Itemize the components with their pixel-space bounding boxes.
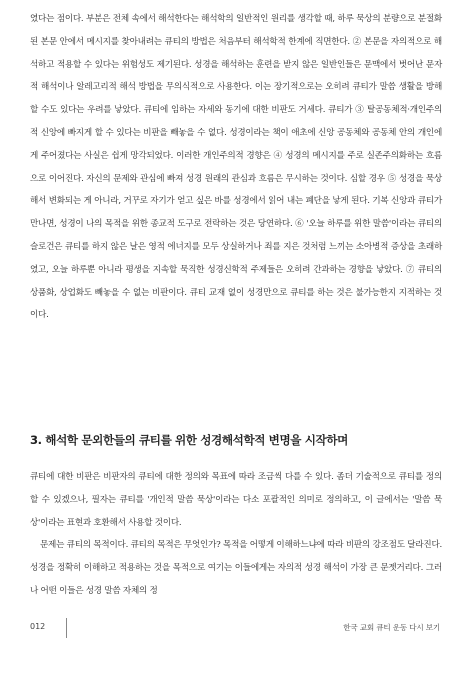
page-number: 012	[30, 622, 46, 631]
body-paragraph-definition: 큐티에 대한 비판은 비판자의 큐티에 대한 정의와 목표에 따라 조금씩 다를 수 있다. 좀더 기술적으로 큐티를 정의할 수 있겠으나, 필자는 큐티를 '개인적 말씀 묵상'이라는 다소 포괄적인 의미로 정의하고, 이 글에서는 '말씀 묵상'이라는 표현과 호환해서 사용할 것이다.	[30, 472, 442, 528]
body-paragraph-purpose: 문제는 큐티의 목적이다. 큐티의 목적은 무엇인가? 목적을 어떻게 이해하느냐에 따라 비판의 강조점도 달라진다. 성경을 정확히 이해하고 적용하는 것을 목적으로 여기는 이들에게는 자의적 성경 해석이 가장 큰 문젯거리다. 그러나 어떤 이들은 성경 말씀 자체의 정	[30, 540, 442, 596]
footer-divider	[66, 618, 67, 638]
section-heading: 3. 해석학 문외한들의 큐티를 위한 성경해석학적 변명을 시작하며	[30, 433, 348, 447]
body-section-3	[30, 466, 442, 603]
running-footer-title: 한국 교회 큐티 운동 다시 보기	[343, 623, 440, 632]
body-paragraph-critique: 였다는 점이다. 부분은 전체 속에서 해석한다는 해석학의 일반적인 원리를 생각할 때, 하루 묵상의 분량으로 분절화된 본문 안에서 메시지를 찾아내려는 큐티의 방법은 처음부터 해석학적 한계에 직면한다. ② 본문을 자의적으로 해석하고 적용할 수 있다는 위험성도 제기된다. 성경을 해석하는 훈련을 받지 않은 일반인들은 문맥에서 벗어난 문자적 해석이나 알레고리적 해석 방법을 무의식적으로 사용한다. 이는 장기적으로는 오히려 큐티가 말씀 생활을 방해할 수도 있다는 우려를 낳았다. 큐티에 임하는 자세와 동기에 대한 비판도 거세다. 큐티가 ③ 탈공동체적·개인주의적 신앙에 빠지게 할 수 있다는 비판을 빼놓을 수 없다. 성경이라는 책이 애초에 신앙 공동체와 공동체 안의 개인에게 주어졌다는 사실은 쉽게 망각되었다. 이러한 개인주의적 경향은 ④ 성경의 메시지를 주로 실존주의화하는 흐름으로 이어진다. 자신의 문제와 관심에 빠져 성경 원래의 관심과 흐름은 무시하는 것이다. 심할 경우 ⑤ 성경을 묵상해서 변화되는 게 아니라, 거꾸로 자기가 얻고 싶은 바를 성경에서 읽어 내는 폐단을 낳게 된다. 기복 신앙과 큐티가 만나면, 성경이 나의 목적을 위한 종교적 도구로 전락하는 것은 당연하다. ⑥ '오늘 하루를 위한 말씀'이라는 큐티의 슬로건은 큐티를 하지 않은 날은 영적 에너지를 모두 상실하거나 죄를 지은 것처럼 느끼는 소아병적 증상을 초래하였고, 오늘 하루뿐 아니라 평생을 지속할 묵직한 성경신학적 주제들은 오히려 간과하는 경향을 낳았다. ⑦ 큐티의 상품화, 상업화도 빼놓을 수 없는 비판이다. 큐티 교재 없이 성경만으로 큐티를 하는 것은 불가능한지 지적하는 것이다.	[30, 14, 442, 321]
